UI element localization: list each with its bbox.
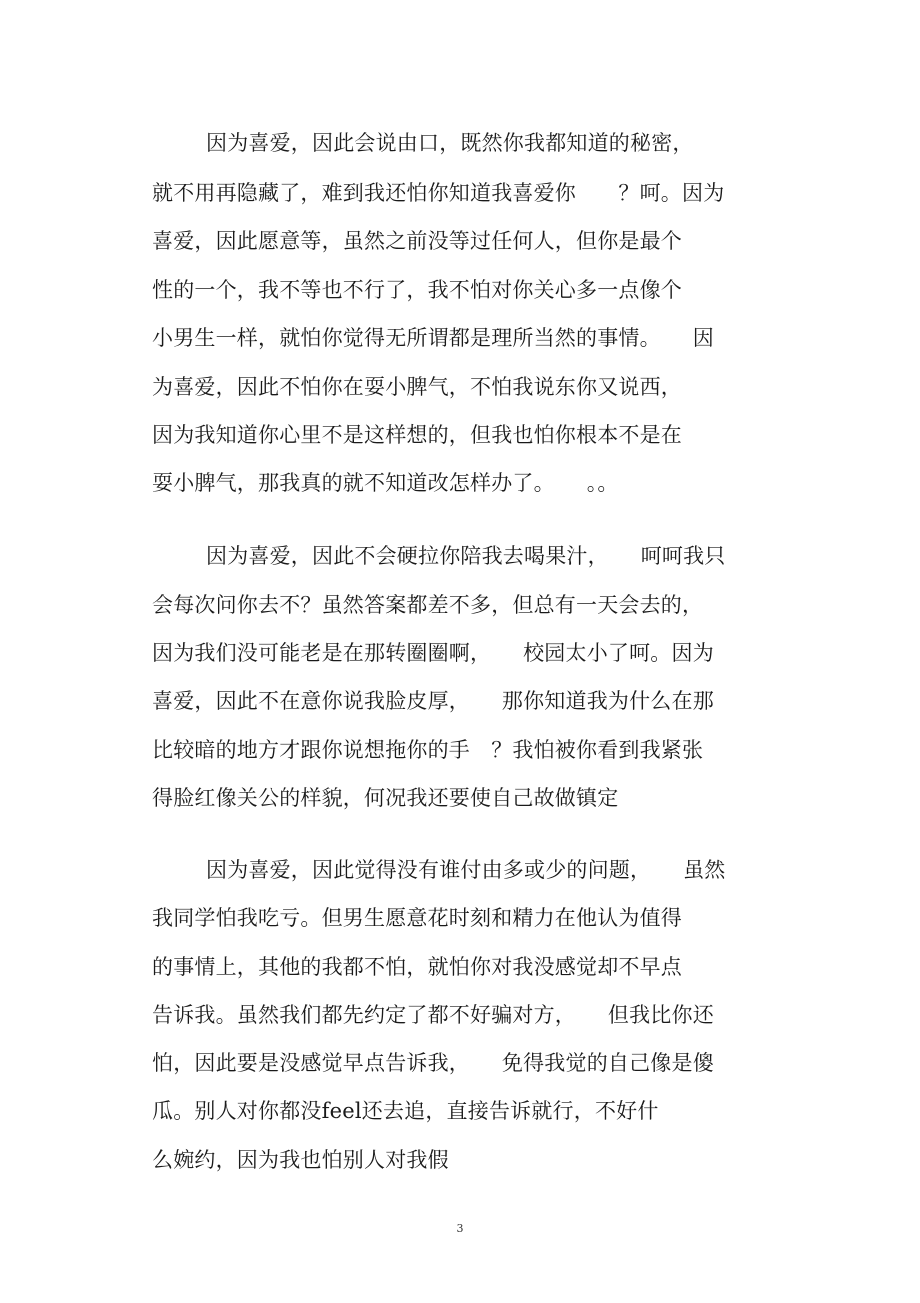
text-line: 耍小脾气，那我真的就不知道改怎样办了。 。。 [152,471,619,495]
text-line: 性的一个，我不等也不行了，我不怕对你关心多一点像个 [152,278,682,302]
text-line: 我同学怕我吃亏。但男生愿意花时刻和精力在他认为值得 [152,906,682,930]
text-line: 得脸红像关公的样貌，何况我还要使自己故做镇定 [152,786,619,810]
text-line: 因为我们没可能老是在那转圈圈啊， 校园太小了呵。因为 [152,641,714,665]
text-line: 因为喜爱，因此不会硬拉你陪我去喝果汁， 呵呵我只 [206,544,726,568]
text-line: 因为喜爱，因此觉得没有谁付由多或少的问题， 虽然 [206,858,726,882]
text-line: 就不用再隐藏了，难到我还怕你知道我喜爱你 ？呵。因为 [152,181,725,205]
text-line: 因为喜爱，因此会说由口，既然你我都知道的秘密， [206,131,694,155]
text-line: 为喜爱，因此不怕你在耍小脾气，不怕我说东你又说西， [152,375,682,399]
text-line: 么婉约，因为我也怕别人对我假 [152,1148,449,1172]
text-line: 告诉我。虽然我们都先约定了都不好骗对方， 但我比你还 [152,1003,714,1027]
page-number: 3 [456,1222,464,1235]
text-line: 会每次问你去不？虽然答案都差不多，但总有一天会去的， [152,593,704,617]
text-line: 喜爱，因此愿意等，虽然之前没等过任何人，但你是最个 [152,229,682,253]
text-line: 瓜。别人对你都没feel还去追，直接告诉就行，不好什 [152,1099,659,1123]
text-line: 比较暗的地方才跟你说想拖你的手 ？我怕被你看到我紧张 [152,738,704,762]
text-line: 小男生一样，就怕你觉得无所谓都是理所当然的事情。 因 [152,326,714,350]
text-line: 喜爱，因此不在意你说我脸皮厚， 那你知道我为什么在那 [152,689,714,713]
text-line: 因为我知道你心里不是这样想的，但我也怕你根本不是在 [152,423,682,447]
text-line: 怕，因此要是没感觉早点告诉我， 免得我觉的自己像是傻 [152,1051,714,1075]
text-line: 的事情上，其他的我都不怕，就怕你对我没感觉却不早点 [152,955,682,979]
